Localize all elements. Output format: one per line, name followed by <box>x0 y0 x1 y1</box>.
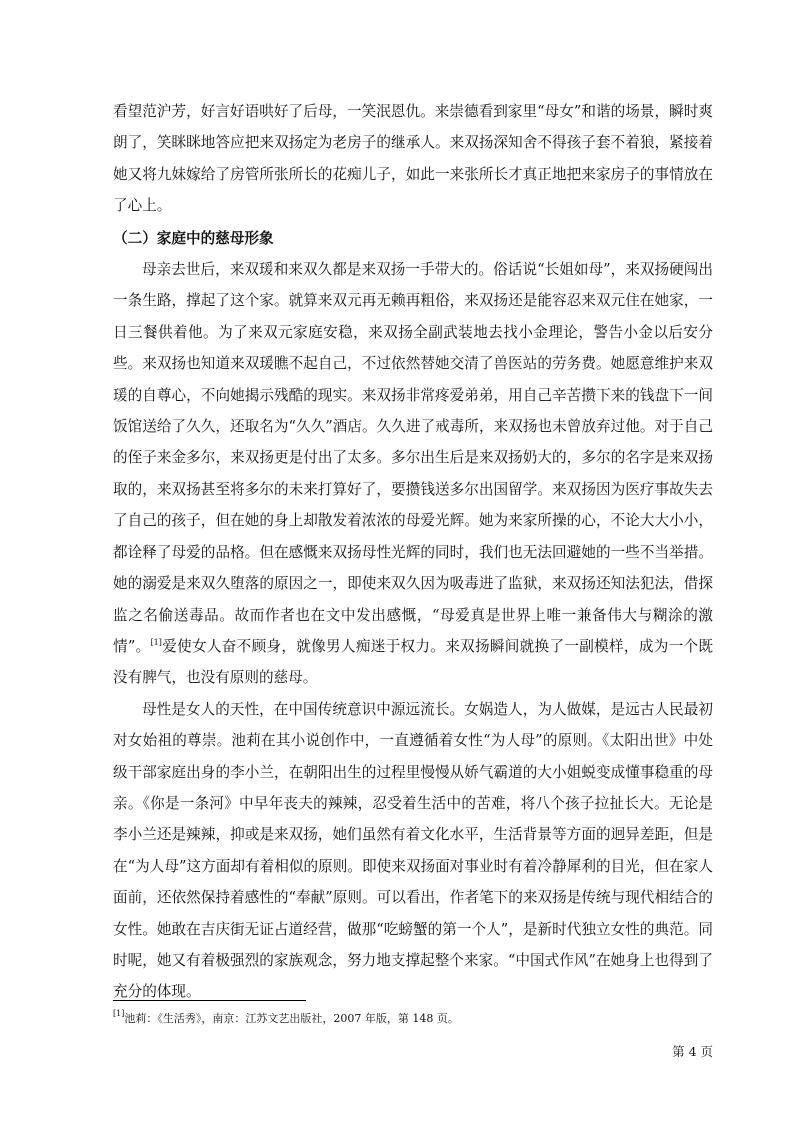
footnote-divider <box>113 1000 306 1001</box>
footnote-text: 池莉：《生活秀》，南京：江苏文艺出版社，2007 年版，第 148 页。 <box>124 1012 459 1025</box>
page-number: 第 4 页 <box>672 1044 713 1059</box>
section-heading: （二）家庭中的慈母形象 <box>113 229 274 247</box>
footnote-reference[interactable]: [1] <box>150 637 162 647</box>
body-text <box>113 96 713 1008</box>
paragraph-text: 母亲去世后，来双瑗和来双久都是来双扬一手带大的。俗话说“长姐如母”，来双扬硬闯出一条生路，撑起了这个家。就算来双元再无赖再粗俗，来双扬还是能容忍来双元住在她家，一日三餐供着他。为了来双元家庭安稳，来双扬全副武装地去找小金理论，警告小金以后安分些。来双扬也知道来双瑗瞧不起自己，不过依然替她交清了兽医站的劳务费。她愿意维护来双瑗的自尊心，不向她揭示残酷的现实。来双扬非常疼爱弟弟，用自己辛苦攒下来的钱盘下一间饭馆送给了久久，还取名为“久久”酒店。久久进了戒毒所，来双扬也未曾放弃过他。对于自己的侄子来金多尔，来双扬更是付出了太多。多尔出生后是来双扬奶大的，多尔的名字是来双扬取的，来双扬甚至将多尔的未来打算好了，要攒钱送多尔出国留学。来双扬因为医疗事故失去了自己的孩子，但在她的身上却散发着浓浓的母爱光辉。她为来家所操的心，不论大大小小，都诠释了母爱的品格。但在感慨来双扬母性光辉的同时，我们也无法回避她的一些不当举措。她的溺爱是来双久堕落的原因之一，即使来双久因为吸毒进了监狱，来双扬还知法犯法，借探监之名偷送毒品。故而作者也在文中发出感慨，“母爱真是世界上唯一兼备伟大与糊涂的激情”。 <box>113 261 713 655</box>
paragraph-motherhood: 母性是女人的天性，在中国传统意识中源远流长。女娲造人，为人做媒，是远古人民最初对女始祖的尊崇。池莉在其小说创作中，一直遵循着女性“为人母”的原则。《太阳出世》中处级干部家庭出身的李小兰，在朝阳出生的过程里慢慢从娇气霸道的大小姐蜕变成懂事稳重的母亲。《你是一条河》中早年丧夫的辣辣，忍受着生活中的苦难，将八个孩子拉扯长大。无论是李小兰还是辣辣，抑或是来双扬，她们虽然有着文化水平，生活背景等方面的迥异差距，但是在“为人母”这方面却有着相似的原则。即使来双扬面对事业时有着冷静犀利的目光，但在家人面前，还依然保持着感性的“奉献”原则。可以看出，作者笔下的来双扬是传统与现代相结合的女性。她敢在吉庆街无证占道经营，做那“吃螃蟹的第一个人”，是新时代独立女性的典范。同时呢，她又有着极强烈的家族观念，努力地支撑起整个来家。“中国式作风”在她身上也得到了充分的体现。 <box>113 700 713 1001</box>
footnote <box>113 1011 733 1027</box>
paragraph-text-tail: 爱使女人奋不顾身，就像男人痴迷于权力。来双扬瞬间就换了一副模样，成为一个既没有脾气，也没有原则的慈母。 <box>113 637 713 687</box>
paragraph-loving-mother <box>113 254 713 694</box>
footnote-mark: [1] <box>113 1009 125 1018</box>
paragraph-continuation: 看望范沪芳，好言好语哄好了后母，一笑泯恩仇。来崇德看到家里“母女”和谐的场景，瞬时爽朗了，笑眯眯地答应把来双扬定为老房子的继承人。来双扬深知舍不得孩子套不着狼，紧接着她又将九妹嫁给了房管所张所长的花痴儿子，如此一来张所长才真正地把来家房子的事情放在了心上。 <box>113 103 713 215</box>
